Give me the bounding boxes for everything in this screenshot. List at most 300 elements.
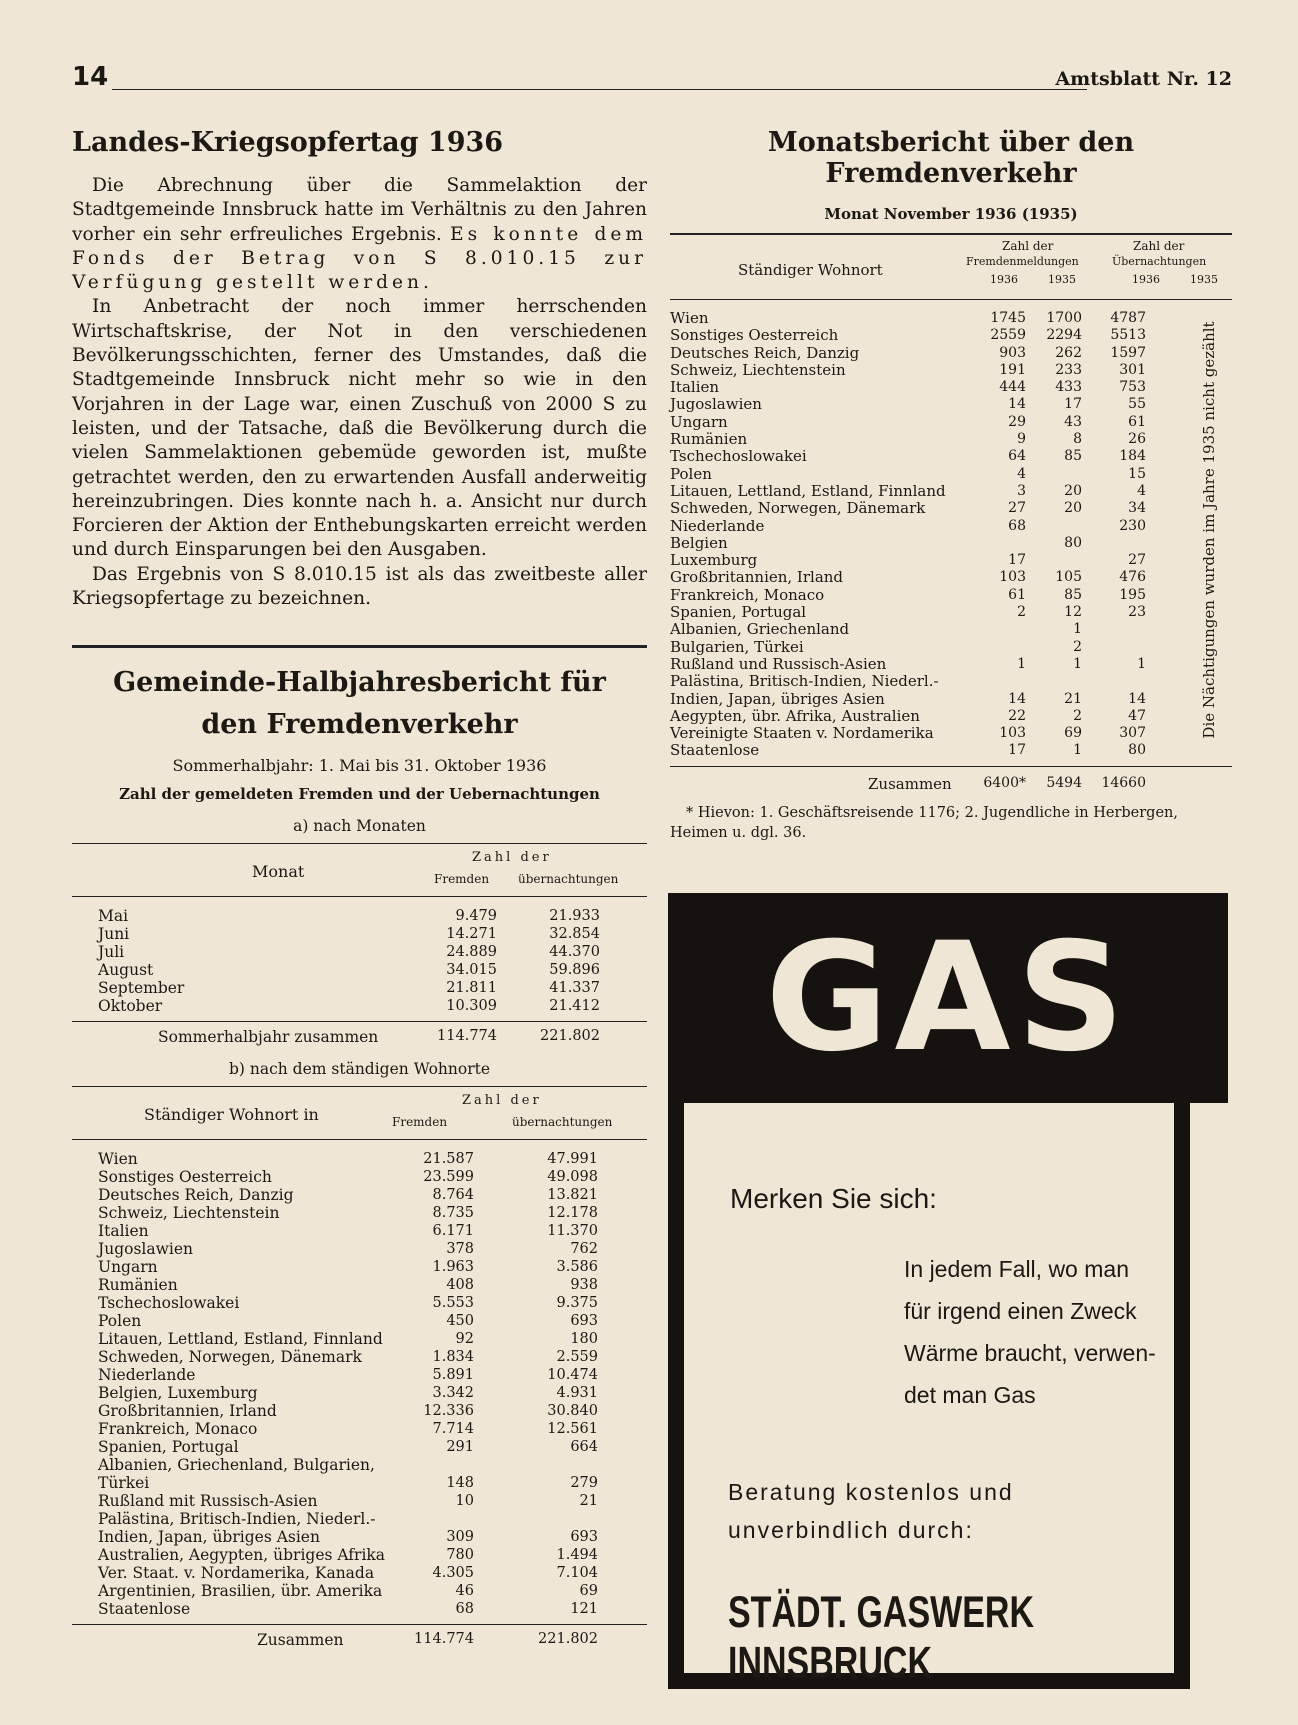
origin-name: Rumänien	[98, 1276, 178, 1295]
origin-name: Wien	[98, 1150, 138, 1169]
monthly-m35: 105	[1055, 569, 1082, 586]
monthly-n36: 4787	[1110, 310, 1146, 326]
monthly-n36: 5513	[1110, 327, 1146, 344]
month-nights: 32.854	[549, 926, 600, 943]
origin-name: Niederlande	[98, 1366, 196, 1385]
origin-row	[72, 1222, 647, 1240]
article3-subtitle: Monat November 1936 (1935)	[824, 205, 1078, 223]
monthly-row	[670, 396, 1232, 413]
monthly-n36: 301	[1119, 361, 1146, 378]
monthly-origin: Rußland und Russisch-Asien	[670, 654, 887, 673]
origin-nights: 13.821	[547, 1187, 598, 1204]
origin-row	[72, 1456, 647, 1474]
monthly-origin: Wien	[670, 309, 709, 327]
origin-guests: 21.587	[423, 1151, 474, 1168]
year-1935-b: 1935	[1190, 273, 1218, 286]
origin-name: Ver. Staat. v. Nordamerika, Kanada	[98, 1564, 375, 1583]
monthly-n36: 230	[1119, 517, 1146, 534]
monthly-n36: 14	[1128, 690, 1146, 707]
month-row	[72, 925, 647, 943]
monthly-m35: 85	[1064, 586, 1082, 603]
origin-guests: 92	[455, 1331, 474, 1348]
monthly-origin: Spanien, Portugal	[670, 603, 807, 622]
origin-row	[72, 1366, 647, 1384]
monthly-row	[670, 431, 1232, 448]
monthly-origin: Sonstiges Oesterreich	[670, 326, 839, 345]
origin-nights: 12.561	[547, 1421, 598, 1438]
monthly-m36: 1745	[990, 310, 1026, 326]
origin-row	[72, 1186, 647, 1204]
origin-name: Sonstiges Oesterreich	[98, 1168, 272, 1187]
months-total-nights: 221.802	[540, 1028, 600, 1045]
monthly-m36: 68	[1008, 517, 1026, 534]
monthly-m36: 444	[999, 379, 1026, 396]
monthly-n36: 476	[1119, 569, 1146, 586]
origin-nights: 3.586	[556, 1259, 598, 1276]
year-1935-a: 1935	[1048, 273, 1076, 286]
origin-guests: 6.171	[432, 1223, 474, 1240]
monthly-m35: 1700	[1046, 310, 1082, 326]
origin-name: Deutsches Reich, Danzig	[98, 1186, 294, 1205]
article1-para3: Das Ergebnis von S 8.010.15 ist als das zweitbeste aller Kriegsopfertage zu bezeichnen.	[72, 563, 647, 610]
origin-nights: 279	[570, 1475, 598, 1492]
monthly-total-label: Zusammen	[868, 774, 952, 793]
origin-name: Ungarn	[98, 1258, 158, 1277]
origin-row	[72, 1294, 647, 1312]
col-origin-3: Ständiger Wohnort	[738, 261, 883, 279]
monthly-m36: 2559	[990, 327, 1026, 344]
header-rule	[112, 89, 1087, 90]
month-row	[72, 907, 647, 925]
col-zahl-3b: Zahl der	[1133, 239, 1185, 253]
monthly-m36: 14	[1008, 690, 1026, 707]
origin-guests: 4.305	[432, 1565, 474, 1582]
gas-advertisement	[668, 893, 1228, 1693]
monthly-origin: Staatenlose	[670, 741, 760, 760]
col-zahl: Zahl der	[472, 850, 552, 866]
monthly-origin: Tschechoslowakei	[670, 447, 807, 466]
origin-name: Australien, Aegypten, übriges Afrika	[98, 1546, 386, 1565]
origin-row	[72, 1600, 647, 1618]
monthly-m35: 43	[1064, 413, 1082, 430]
origin-guests: 3.342	[432, 1385, 474, 1402]
monthly-n36: 307	[1119, 725, 1146, 742]
right-column	[670, 115, 1232, 843]
origin-rows	[72, 1150, 647, 1618]
origin-guests: 12.336	[423, 1403, 474, 1420]
origin-guests: 46	[455, 1583, 474, 1600]
month-guests: 9.479	[455, 908, 497, 925]
origin-row	[72, 1312, 647, 1330]
monthly-row	[670, 604, 1232, 621]
origin-guests: 7.714	[432, 1421, 474, 1438]
origin-row	[72, 1546, 647, 1564]
ad-line6: Beratung kostenlos und	[728, 1479, 1014, 1505]
months-total-row	[72, 1021, 647, 1050]
section-b-label: b) nach dem ständigen Wohnorte	[228, 1060, 491, 1079]
col-fremden: Fremden	[434, 872, 490, 887]
origin-nights: 938	[570, 1277, 598, 1294]
ad-sponsor: STÄDT. GASWERK INNSBRUCK	[728, 1588, 1034, 1689]
origin-nights: 180	[570, 1331, 598, 1348]
article3-title: Monatsbericht über den Fremdenverkehr	[767, 127, 1135, 189]
month-guests: 14.271	[446, 926, 497, 943]
gas-logo-box	[668, 893, 1228, 1103]
origin-name: Staatenlose	[98, 1600, 191, 1619]
monthly-origin: Litauen, Lettland, Estland, Finnland	[670, 481, 946, 500]
months-table-header	[72, 843, 647, 897]
monthly-row	[670, 725, 1232, 742]
origin-nights: 121	[570, 1601, 598, 1618]
ad-frame	[668, 1103, 1190, 1689]
monthly-origin: Frankreich, Monaco	[670, 585, 825, 604]
gas-logo: GAS	[765, 911, 1131, 1085]
article1-para1	[72, 174, 647, 295]
article1-para2: In Anbetracht der noch immer herrschenden Wirtschaftskrise, der Not in den verschiedenen Bevölkerungsschichten, ferner des Umstandes, daß die Stadtgemeinde Innsbruck nicht mehr so wie in den Vorjahren in der Lage war, einen Zuschuß von 2000 S zu leisten, und der Tatsache, daß die Bevölkerung durch die vielen Sammelaktionen gebemüde geworden ist, mußte getrachtet werden, den zu erwartenden Ausfall anderweitig hereinzubringen. Dies konnte nach h. a. Ansicht nur durch Forcieren der Aktion der Enthebungskarten erreicht werden und durch Einsparungen bei den Ausgaben.	[72, 296, 647, 561]
month-nights: 44.370	[549, 944, 600, 961]
left-column	[72, 115, 647, 1653]
monthly-row	[670, 500, 1232, 517]
col-zahl-2: Zahl der	[462, 1093, 542, 1109]
monthly-row	[670, 310, 1232, 327]
month-nights: 21.933	[549, 908, 600, 925]
origin-nights: 12.178	[547, 1205, 598, 1222]
origin-nights: 49.098	[547, 1169, 598, 1186]
origin-row	[72, 1564, 647, 1582]
monthly-rows	[670, 310, 1232, 760]
monthly-n36: 4	[1137, 482, 1146, 499]
monthly-row	[670, 673, 1232, 690]
origin-name: Spanien, Portugal	[98, 1438, 239, 1457]
origin-name: Indien, Japan, übriges Asien	[98, 1528, 320, 1547]
monthly-m36: 903	[999, 344, 1026, 361]
ad-line1: Merken Sie sich:	[730, 1183, 937, 1214]
origin-name: Albanien, Griechenland, Bulgarien,	[98, 1456, 375, 1475]
col-meld: Fremdenmeldungen	[966, 255, 1079, 268]
col-nights-2: übernachtungen	[512, 1115, 613, 1130]
monthly-n36: 753	[1119, 379, 1146, 396]
monthly-row	[670, 362, 1232, 379]
origin-row	[72, 1204, 647, 1222]
monthly-origin: Palästina, Britisch-Indien, Niederl.-	[670, 672, 939, 691]
origin-row	[72, 1384, 647, 1402]
monthly-row	[670, 448, 1232, 465]
origin-name: Litauen, Lettland, Estland, Finnland	[98, 1330, 383, 1349]
origin-guests: 450	[446, 1313, 474, 1330]
origin-row	[72, 1240, 647, 1258]
monthly-origin: Indien, Japan, übriges Asien	[670, 689, 885, 708]
origin-name: Rußland mit Russisch-Asien	[98, 1492, 318, 1511]
origin-row	[72, 1510, 647, 1528]
col-nights-3: Übernachtungen	[1112, 255, 1207, 268]
monthly-row	[670, 587, 1232, 604]
origins-total-nights: 221.802	[538, 1631, 598, 1648]
origin-name: Schweden, Norwegen, Dänemark	[98, 1348, 362, 1367]
origin-nights: 21	[579, 1493, 598, 1510]
monthly-n36: 195	[1119, 586, 1146, 603]
monthly-row	[670, 345, 1232, 362]
monthly-m36: 27	[1008, 500, 1026, 517]
page-header	[72, 62, 1232, 96]
origin-guests: 5.553	[432, 1295, 474, 1312]
origin-name: Türkei	[98, 1474, 150, 1493]
origin-guests: 10	[455, 1493, 474, 1510]
origin-guests: 378	[446, 1241, 474, 1258]
origins-total-row	[72, 1624, 647, 1653]
origin-row	[72, 1420, 647, 1438]
monthly-m36: 191	[999, 361, 1026, 378]
monthly-n36: 27	[1128, 552, 1146, 569]
col-fremden-2: Fremden	[392, 1115, 448, 1130]
monthly-m36: 17	[1008, 742, 1026, 759]
monthly-origin: Rumänien	[670, 430, 748, 449]
monthly-m35: 262	[1055, 344, 1082, 361]
origin-nights: 47.991	[547, 1151, 598, 1168]
monthly-m36: 22	[1008, 707, 1026, 724]
origins-total-label: Zusammen	[257, 1631, 344, 1650]
monthly-m35: 20	[1064, 500, 1082, 517]
origin-guests: 780	[446, 1547, 474, 1564]
monthly-origin: Aegypten, übr. Afrika, Australien	[670, 706, 920, 725]
monthly-origin: Jugoslawien	[670, 395, 762, 414]
origin-guests: 23.599	[423, 1169, 474, 1186]
monthly-m35: 233	[1055, 361, 1082, 378]
monthly-row	[670, 483, 1232, 500]
month-nights: 59.896	[549, 962, 600, 979]
origin-nights: 762	[570, 1241, 598, 1258]
monthly-n36: 184	[1119, 448, 1146, 465]
month-guests: 10.309	[446, 998, 497, 1015]
origin-guests: 1.963	[432, 1259, 474, 1276]
monthly-origin: Albanien, Griechenland	[670, 620, 850, 639]
monthly-m35: 17	[1064, 396, 1082, 413]
monthly-row	[670, 656, 1232, 673]
origin-guests: 309	[446, 1529, 474, 1546]
origin-row	[72, 1168, 647, 1186]
origin-row	[72, 1258, 647, 1276]
monthly-origin: Vereinigte Staaten v. Nordamerika	[670, 724, 934, 743]
origin-row	[72, 1276, 647, 1294]
ad-line7: unverbindlich durch:	[728, 1517, 974, 1543]
month-row	[72, 961, 647, 979]
article2-heading: Zahl der gemeldeten Fremden und der Uebernachtungen	[119, 785, 600, 804]
monthly-row	[670, 742, 1232, 759]
monthly-m36: 29	[1008, 413, 1026, 430]
monthly-row	[670, 414, 1232, 431]
monthly-origin: Italien	[670, 378, 720, 397]
monthly-origin: Großbritannien, Irland	[670, 568, 844, 587]
origin-row	[72, 1402, 647, 1420]
article2-title: Gemeinde-Halbjahresbericht für den Fremdenverkehr	[113, 667, 606, 741]
monthly-origin: Niederlande	[670, 516, 765, 535]
months-total-guests: 114.774	[437, 1028, 497, 1045]
origin-guests: 68	[455, 1601, 474, 1618]
monthly-n36: 23	[1128, 604, 1146, 621]
monthly-origin: Schweden, Norwegen, Dänemark	[670, 499, 926, 518]
origin-name: Frankreich, Monaco	[98, 1420, 258, 1439]
monthly-m35: 69	[1064, 725, 1082, 742]
origins-table	[72, 1086, 647, 1653]
month-guests: 34.015	[446, 962, 497, 979]
monthly-m36: 9	[1017, 431, 1026, 448]
month-nights: 21.412	[549, 998, 600, 1015]
origin-guests: 8.764	[432, 1187, 474, 1204]
monthly-n36: 1597	[1110, 344, 1146, 361]
month-name: Oktober	[98, 997, 163, 1016]
monthly-m36: 2	[1017, 604, 1026, 621]
col-zahl-3a: Zahl der	[1002, 239, 1054, 253]
origin-row	[72, 1492, 647, 1510]
monthly-origin: Ungarn	[670, 412, 728, 431]
monthly-row	[670, 518, 1232, 535]
origin-nights: 10.474	[547, 1367, 598, 1384]
year-1936-a: 1936	[990, 273, 1018, 286]
ad-line4: Wärme braucht, verwen-	[904, 1340, 1156, 1366]
col-month: Monat	[252, 862, 305, 882]
origin-row	[72, 1150, 647, 1168]
month-name: August	[98, 961, 154, 980]
monthly-n36: 80	[1128, 742, 1146, 759]
month-name: September	[98, 979, 185, 998]
monthly-m36: 64	[1008, 448, 1026, 465]
article2-period: Sommerhalbjahr: 1. Mai bis 31. Oktober 1936	[172, 756, 547, 776]
monthly-origin: Deutsches Reich, Danzig	[670, 343, 860, 362]
month-row	[72, 997, 647, 1015]
monthly-n36: 61	[1128, 413, 1146, 430]
origin-guests: 1.834	[432, 1349, 474, 1366]
monthly-m35: 12	[1064, 604, 1082, 621]
monthly-footnote: * Hievon: 1. Geschäftsreisende 1176; 2. Jugendliche in Herbergen, Heimen u. dgl. 36.	[670, 804, 1178, 841]
monthly-origin: Polen	[670, 464, 712, 483]
monthly-row	[670, 466, 1232, 483]
monthly-row	[670, 621, 1232, 638]
monthly-total-m35: 5494	[1046, 774, 1082, 791]
origin-name: Palästina, Britisch-Indien, Niederl.-	[98, 1510, 376, 1529]
col-nights: übernachtungen	[518, 872, 619, 887]
monthly-m35: 20	[1064, 482, 1082, 499]
origin-nights: 693	[570, 1313, 598, 1330]
monthly-m36: 103	[999, 569, 1026, 586]
monthly-m35: 85	[1064, 448, 1082, 465]
monthly-m35: 8	[1073, 431, 1082, 448]
origin-guests: 148	[446, 1475, 474, 1492]
monthly-row	[670, 569, 1232, 586]
origin-row	[72, 1528, 647, 1546]
monthly-n36: 1	[1137, 655, 1146, 672]
page-number: 14	[72, 62, 109, 92]
monthly-m35: 1	[1073, 742, 1082, 759]
origin-guests: 408	[446, 1277, 474, 1294]
origin-nights: 664	[570, 1439, 598, 1456]
months-table	[72, 843, 647, 1050]
monthly-m36: 4	[1017, 465, 1026, 482]
monthly-m36: 61	[1008, 586, 1026, 603]
month-row	[72, 943, 647, 961]
ad-body	[904, 1248, 1156, 1416]
origin-name: Belgien, Luxemburg	[98, 1384, 258, 1403]
monthly-origin: Schweiz, Liechtenstein	[670, 360, 846, 379]
month-name: Mai	[98, 907, 129, 926]
article1-para1-b: Es konnte dem Fonds der Betrag von S 8.010.15 zur Verfügung gestellt werden.	[72, 223, 647, 294]
monthly-total-m36: 6400*	[983, 774, 1026, 791]
monthly-m36: 17	[1008, 552, 1026, 569]
month-guests: 24.889	[446, 944, 497, 961]
year-1936-b: 1936	[1132, 273, 1160, 286]
monthly-total-row	[670, 766, 1232, 795]
vertical-note: Die Nächtigungen wurden im Jahre 1935 nicht gezählt	[1200, 321, 1218, 739]
origin-row	[72, 1582, 647, 1600]
origin-nights: 69	[579, 1583, 598, 1600]
ad-line2: In jedem Fall, wo man	[904, 1256, 1129, 1282]
monthly-n36: 55	[1128, 396, 1146, 413]
monthly-row	[670, 639, 1232, 656]
origin-name: Tschechoslowakei	[98, 1294, 240, 1313]
monthly-origin: Belgien	[670, 533, 728, 552]
monthly-row	[670, 379, 1232, 396]
monthly-m36: 103	[999, 725, 1026, 742]
month-guests: 21.811	[446, 980, 497, 997]
months-total-label: Sommerhalbjahr zusammen	[158, 1028, 379, 1047]
monthly-n36: 47	[1128, 707, 1146, 724]
monthly-m36: 3	[1017, 482, 1026, 499]
monthly-m35: 80	[1064, 534, 1082, 551]
origin-name: Großbritannien, Irland	[98, 1402, 277, 1421]
origin-name: Jugoslawien	[98, 1240, 193, 1259]
month-name: Juli	[98, 943, 125, 962]
monthly-m36: 14	[1008, 396, 1026, 413]
monthly-n36: 34	[1128, 500, 1146, 517]
origin-row	[72, 1474, 647, 1492]
issue-label: Amtsblatt Nr. 12	[1055, 68, 1232, 90]
origin-name: Italien	[98, 1222, 149, 1241]
origin-nights: 4.931	[556, 1385, 598, 1402]
section-a-label: a) nach Monaten	[293, 817, 426, 836]
monthly-n36: 26	[1128, 431, 1146, 448]
origins-total-guests: 114.774	[414, 1631, 474, 1648]
origin-nights: 7.104	[556, 1565, 598, 1582]
monthly-table-header	[670, 233, 1232, 300]
origin-nights: 9.375	[556, 1295, 598, 1312]
monthly-m35: 2294	[1046, 327, 1082, 344]
monthly-m35: 433	[1055, 379, 1082, 396]
monthly-m36: 1	[1017, 655, 1026, 672]
origin-nights: 2.559	[556, 1349, 598, 1366]
ad-contact	[728, 1473, 1014, 1549]
months-rows	[72, 907, 647, 1015]
monthly-m35: 2	[1073, 707, 1082, 724]
origin-nights: 11.370	[547, 1223, 598, 1240]
origin-guests: 5.891	[432, 1367, 474, 1384]
origin-row	[72, 1348, 647, 1366]
origin-name: Polen	[98, 1312, 142, 1331]
ad-line3: für irgend einen Zweck	[904, 1298, 1137, 1324]
month-row	[72, 979, 647, 997]
origin-nights: 1.494	[556, 1547, 598, 1564]
month-name: Juni	[98, 925, 130, 944]
monthly-total-n36: 14660	[1101, 774, 1146, 791]
monthly-row	[670, 708, 1232, 725]
section-divider	[72, 645, 647, 648]
origin-name: Schweiz, Liechtenstein	[98, 1204, 280, 1223]
monthly-m35: 21	[1064, 690, 1082, 707]
origins-table-header	[72, 1086, 647, 1140]
article1-title: Landes-Kriegsopfertag 1936	[72, 127, 504, 158]
monthly-origin: Luxemburg	[670, 551, 758, 570]
col-origin: Ständiger Wohnort in	[144, 1105, 319, 1125]
month-nights: 41.337	[549, 980, 600, 997]
origin-row	[72, 1438, 647, 1456]
monthly-row	[670, 691, 1232, 708]
